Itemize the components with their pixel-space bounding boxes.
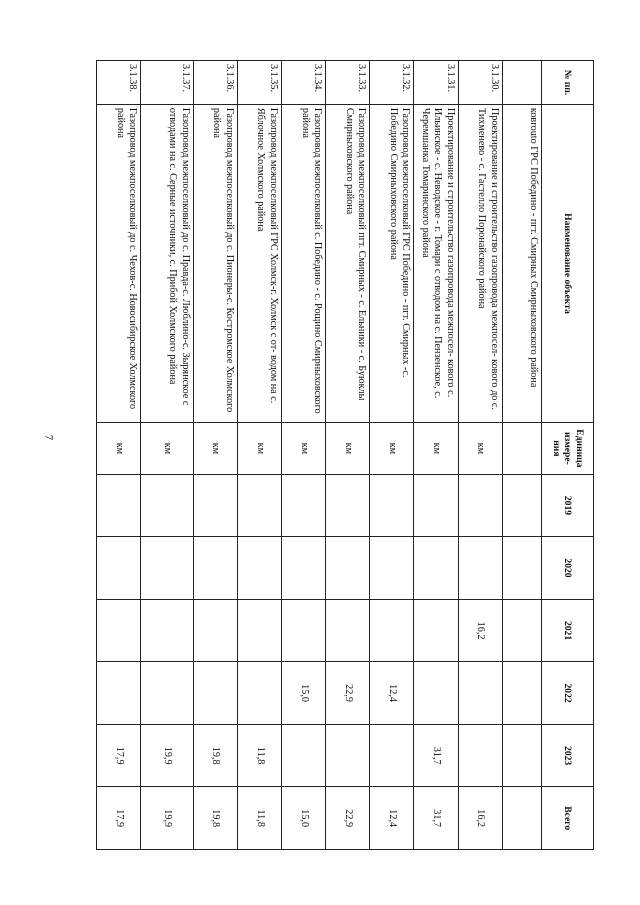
cell-y2023 [281, 724, 325, 787]
cell-num: 3.1.30. [458, 61, 502, 105]
header-name: Наименование объекта [542, 104, 594, 422]
cell-y2021 [237, 599, 281, 662]
cell-total: 15,0 [281, 787, 325, 850]
cell-y2020 [458, 537, 502, 600]
cell-y2020 [97, 537, 141, 600]
cell-y2019 [97, 474, 141, 537]
header-num: № пп. [542, 61, 594, 105]
cell-y2020 [370, 537, 414, 600]
cell-num: 3.1.31. [414, 61, 458, 105]
cell-y2023: 19,8 [193, 724, 237, 787]
cell-y2021 [97, 599, 141, 662]
cell-num: 3.1.33. [326, 61, 370, 105]
cell-name: Газопровод межпоселковый с. Победино - с. Рощино Смирныховского района [281, 104, 325, 422]
cell-y2019 [281, 474, 325, 537]
cell-y2022: 12,4 [370, 662, 414, 725]
cell-y2020 [141, 537, 193, 600]
header-2021: 2021 [542, 599, 594, 662]
table-row [281, 61, 325, 850]
table-row [370, 61, 414, 850]
cell-num: 3.1.37. [141, 61, 193, 105]
cell-y2019 [502, 474, 541, 537]
cell-y2019 [370, 474, 414, 537]
cell-y2020 [502, 537, 541, 600]
gas-pipeline-table [96, 60, 594, 850]
cell-y2022 [141, 662, 193, 725]
cell-y2019 [414, 474, 458, 537]
cell-y2021 [370, 599, 414, 662]
cell-y2022: 22,9 [326, 662, 370, 725]
cell-y2023: 31,7 [414, 724, 458, 787]
table-row [237, 61, 281, 850]
cell-unit: км [326, 423, 370, 475]
cell-y2020 [414, 537, 458, 600]
header-unit: Единица измере- ния [542, 423, 594, 475]
cell-y2020 [281, 537, 325, 600]
cell-y2023: 17,9 [97, 724, 141, 787]
cell-y2022 [502, 662, 541, 725]
cell-y2022 [458, 662, 502, 725]
cell-total: 16,2 [458, 787, 502, 850]
cell-name: Газопровод межпоселковый до с. Пионеры-с. Костромское Холмского района [193, 104, 237, 422]
cell-y2020 [326, 537, 370, 600]
cell-num: 3.1.36. [193, 61, 237, 105]
cell-name: Газопровод межпоселковый до с. Чехов-с. Новосибирское Холмского района [97, 104, 141, 422]
table-row [326, 61, 370, 850]
table-row [414, 61, 458, 850]
header-2019: 2019 [542, 474, 594, 537]
cell-y2021 [502, 599, 541, 662]
table-row [502, 61, 541, 850]
cell-y2019 [193, 474, 237, 537]
table-body [97, 61, 542, 850]
cell-unit: км [281, 423, 325, 475]
cell-total: 17,9 [97, 787, 141, 850]
cell-y2022 [237, 662, 281, 725]
cell-unit: км [193, 423, 237, 475]
cell-y2023 [326, 724, 370, 787]
cell-y2021 [326, 599, 370, 662]
cell-total [502, 787, 541, 850]
cell-unit: км [458, 423, 502, 475]
cell-num: 3.1.34. [281, 61, 325, 105]
cell-total: 11,8 [237, 787, 281, 850]
cell-y2019 [237, 474, 281, 537]
header-2023: 2023 [542, 724, 594, 787]
table-row [97, 61, 141, 850]
header-total: Всего [542, 787, 594, 850]
header-2022: 2022 [542, 662, 594, 725]
cell-total: 19,9 [141, 787, 193, 850]
cell-y2020 [193, 537, 237, 600]
cell-name: Газопровод межпоселковый до с. Правда-с. Люблино-с. Зырянское с отводами на с. Серные источники, с. Прибой Холмского района [141, 104, 193, 422]
cell-name: Проектирование и строительство газопровода межпосел- кового до с. Тихменево - с. Гастелло Поронайского района [458, 104, 502, 422]
cell-y2019 [141, 474, 193, 537]
cell-name: Проектирование и строительство газопровода межпосел- кового с. Ильинское - с. Неводское - г. Томари с отводом на с. Пензенское, с. Черемшанка Томаринского района [414, 104, 458, 422]
cell-y2021 [141, 599, 193, 662]
cell-y2019 [458, 474, 502, 537]
cell-total: 22,9 [326, 787, 370, 850]
cell-y2021 [281, 599, 325, 662]
cell-y2021 [193, 599, 237, 662]
cell-y2022: 15,0 [281, 662, 325, 725]
cell-total: 31,7 [414, 787, 458, 850]
cell-unit [502, 423, 541, 475]
cell-unit: км [414, 423, 458, 475]
table-row [193, 61, 237, 850]
cell-num: 3.1.38. [97, 61, 141, 105]
cell-total: 12,4 [370, 787, 414, 850]
table-row [141, 61, 193, 850]
cell-num [502, 61, 541, 105]
page-number: 7 [42, 434, 55, 441]
cell-y2022 [414, 662, 458, 725]
cell-y2022 [97, 662, 141, 725]
cell-name: Газопровод межпоселковый ГРС Победино - пгт. Смирных -с. Победино Смирныховского района [370, 104, 414, 422]
cell-y2022 [193, 662, 237, 725]
cell-unit: км [97, 423, 141, 475]
cell-unit: км [237, 423, 281, 475]
rotated-table-wrapper [96, 60, 594, 850]
cell-y2023: 19,9 [141, 724, 193, 787]
cell-y2023 [502, 724, 541, 787]
cell-num: 3.1.35. [237, 61, 281, 105]
cell-name: ковrouto ГРС Победино - пгт. Смирных Смирныховского района [502, 104, 541, 422]
header-2020: 2020 [542, 537, 594, 600]
cell-num: 3.1.32. [370, 61, 414, 105]
table-row [458, 61, 502, 850]
cell-unit: км [370, 423, 414, 475]
cell-y2023 [458, 724, 502, 787]
cell-name: Газопровод межпоселковый пгт. Смирных - с. Ельники - с. Буюклы Смирныховского района [326, 104, 370, 422]
cell-name: Газопровод межпоселковый ГРС Холмск-г. Холмск с от- водом на с. Яблочное Холмского района [237, 104, 281, 422]
cell-y2021 [414, 599, 458, 662]
cell-y2023 [370, 724, 414, 787]
cell-unit: км [141, 423, 193, 475]
cell-y2019 [326, 474, 370, 537]
cell-total: 19,8 [193, 787, 237, 850]
cell-y2020 [237, 537, 281, 600]
cell-y2021: 16,2 [458, 599, 502, 662]
cell-y2023: 11,8 [237, 724, 281, 787]
table-header-row [542, 61, 594, 850]
